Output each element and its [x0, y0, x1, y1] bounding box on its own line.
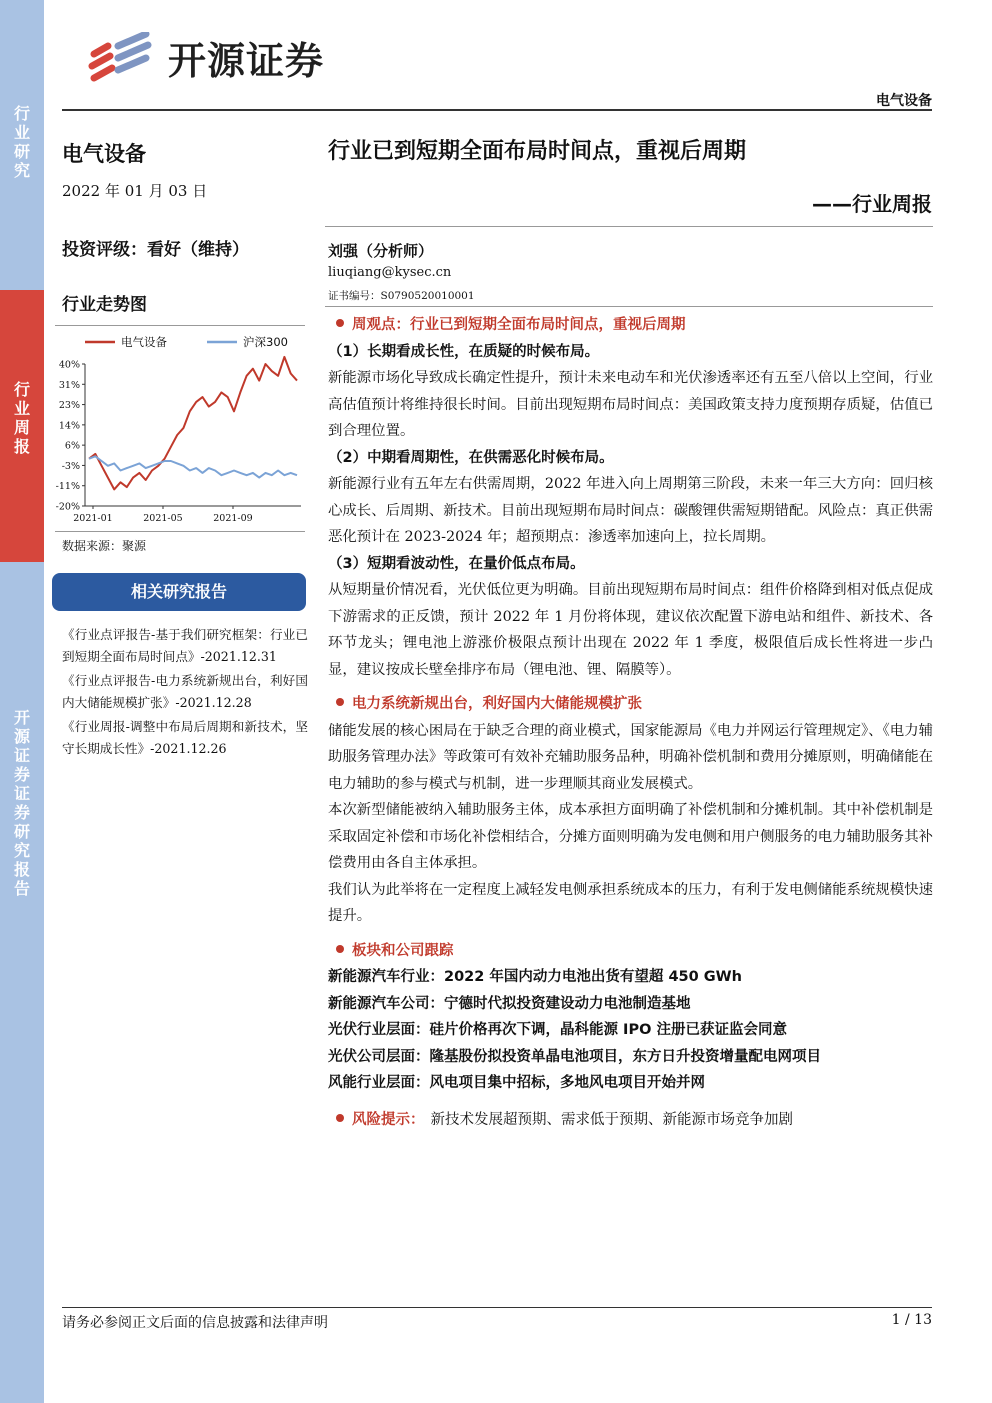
analyst-email[interactable]: liuqiang@kysec.cn [328, 265, 452, 280]
report-date: 2022 年 01 月 03 日 [62, 182, 208, 200]
section-heading: 电力系统新规出台，利好国内大储能规模扩张 [352, 696, 642, 712]
subheading-long-term: （1）长期看成长性，在质疑的时候布局。 [328, 343, 600, 360]
related-report-item[interactable]: 《行业周报-调整中布局后周期和新技术，坚守长期成长性》-2021.12.26 [62, 719, 308, 756]
legend-label: 电气设备 [121, 335, 167, 349]
title-rule [325, 226, 933, 227]
legend-label: 沪深300 [243, 335, 288, 349]
tracking-item: 新能源汽车公司：宁德时代拟投资建设动力电池制造基地 [328, 995, 691, 1012]
risk-text: 新技术发展超预期、需求低于预期、新能源市场竞争加剧 [430, 1111, 793, 1128]
y-tick-label: 31% [58, 379, 80, 391]
y-tick-label: -20% [55, 501, 80, 513]
x-tick-label: 2021-09 [213, 513, 253, 524]
paragraph: 从短期量价情况看，光伏低位更为明确。目前出现短期布局时间点：组件价格降到相对低点促成下游需求的正反馈，预计 2022 年 1 月份将体现，建议依次配置下游电站和组件、新技术、各环节龙头；锂电池上游涨价极限点预计出现在 2022 年 1 季度，极限值后成长性将进一步凸显，建议按成长壁垒排序布局（锂电池、锂、隔膜等）。 [328, 582, 933, 678]
side-label-top: 行业研究 [13, 104, 30, 180]
section-heading: 风险提示： [352, 1111, 425, 1128]
footer-rule [62, 1307, 932, 1308]
tracking-item: 风能行业层面：风电项目集中招标，多地风电项目开始并网 [328, 1075, 705, 1091]
related-reports-list [62, 624, 308, 762]
report-subtitle: ——行业周报 [812, 192, 932, 216]
y-tick-label: 23% [58, 400, 80, 412]
trend-chart-title: 行业走势图 [62, 295, 147, 315]
report-title: 行业已到短期全面布局时间点，重视后周期 [328, 139, 747, 164]
main-content [328, 312, 933, 1133]
analyst-name: 刘强（分析师） [328, 242, 434, 260]
subheading-mid-term: （2）中期看周期性，在供需恶化时候布局。 [328, 449, 614, 466]
tracking-item: 新能源汽车行业：2022 年国内动力电池出货有望超 450 GWh [328, 969, 742, 985]
section-risk [328, 1107, 933, 1134]
subheading-short-term: （3）短期看波动性，在量价低点布局。 [328, 555, 585, 572]
side-label-bottom: 开源证券证券研究报告 [13, 708, 30, 898]
section-heading: 周观点：行业已到短期全面布局时间点，重视后周期 [352, 317, 686, 333]
bullet-dot-icon [336, 945, 344, 953]
paragraph: 储能发展的核心困局在于缺乏合理的商业模式，国家能源局《电力并网运行管理规定》、《电力辅助服务管理办法》等政策可有效补充辅助服务品种，明确补偿机制和费用分摊原则，明确储能在电力辅助的参与模式与机制，进一步理顺其商业发展模式。 [328, 722, 933, 792]
related-report-item[interactable]: 《行业点评报告-电力系统新规出台，利好国内大储能规模扩张》-2021.12.28 [62, 673, 308, 710]
bullet-dot-icon [336, 1114, 344, 1122]
x-tick-label: 2021-05 [143, 513, 183, 524]
page-number: 1 / 13 [891, 1312, 932, 1328]
bullet-dot-icon [336, 319, 344, 327]
section-tracking [328, 938, 933, 965]
section-heading: 板块和公司跟踪 [352, 942, 454, 959]
header-industry-label: 电气设备 [876, 93, 932, 109]
side-label-mid: 行业周报 [13, 380, 30, 456]
paragraph: 新能源行业有五年左右供需周期，2022 年进入向上周期第三阶段，未来一年三大方向：回归核心成长、后周期、新技术。目前出现短期布局时间点：碳酸锂供需短期错配。风险点：真正供需恶化预计在 2023-2024 年；超预期点：渗透率加速向上，拉长周期。 [328, 476, 933, 545]
paragraph: 本次新型储能被纳入辅助服务主体，成本承担方面明确了补偿机制和分摊机制。其中补偿机制是采取固定补偿和市场化补偿相结合，分摊方面则明确为发电侧和用户侧服务的电力辅助服务其补偿费用由各自主体承担。 [328, 802, 933, 871]
tracking-item: 光伏公司层面：隆基股份拟投资单晶电池项目，东方日升投资增量配电网项目 [328, 1048, 821, 1065]
analyst-rule [325, 306, 933, 307]
investment-rating: 投资评级：看好（维持） [62, 240, 249, 260]
left-column [62, 130, 312, 315]
y-tick-label: -11% [55, 481, 80, 493]
section-weekly-view [328, 312, 933, 339]
x-tick-label: 2021-01 [73, 513, 113, 524]
y-tick-label: 6% [64, 440, 80, 452]
tracking-item: 光伏行业层面：硅片价格再次下调，晶科能源 IPO 注册已获证监会同意 [328, 1022, 787, 1038]
bullet-dot-icon [336, 698, 344, 706]
side-strip-bottom [0, 562, 44, 1403]
series-line [89, 456, 297, 477]
paragraph: 我们认为此举将在一定程度上减轻发电侧承担系统成本的压力，有利于发电侧储能系统规模快速提升。 [328, 881, 933, 924]
side-strip-top [0, 0, 44, 290]
related-report-item[interactable]: 《行业点评报告-基于我们研究框架：行业已到短期全面布局时间点》-2021.12.31 [62, 627, 308, 664]
industry-name: 电气设备 [62, 142, 146, 166]
brand-logo [88, 30, 324, 85]
header-rule [62, 109, 932, 111]
section-power-system [328, 691, 933, 718]
trend-chart-svg [55, 326, 305, 531]
brand-name: 开源证券 [168, 39, 325, 83]
paragraph: 新能源市场化导致成长确定性提升，预计未来电动车和光伏渗透率还有五至八倍以上空间，行业高估值预计将维持很长时间。目前出现短期布局时间点：美国政策支持力度预期存质疑，估值已到合理位置。 [328, 370, 933, 439]
brand-mark-icon [88, 32, 154, 84]
y-tick-label: 14% [58, 420, 80, 432]
footer-disclaimer: 请务必参阅正文后面的信息披露和法律声明 [62, 1315, 328, 1331]
y-tick-label: 40% [58, 359, 80, 371]
related-reports-banner: 相关研究报告 [52, 573, 306, 611]
analyst-cert: 证书编号：S0790520010001 [328, 290, 475, 302]
side-strip-mid [0, 290, 44, 562]
data-source: 数据来源：聚源 [62, 539, 147, 553]
y-tick-label: -3% [61, 460, 80, 472]
trend-chart [55, 325, 305, 532]
